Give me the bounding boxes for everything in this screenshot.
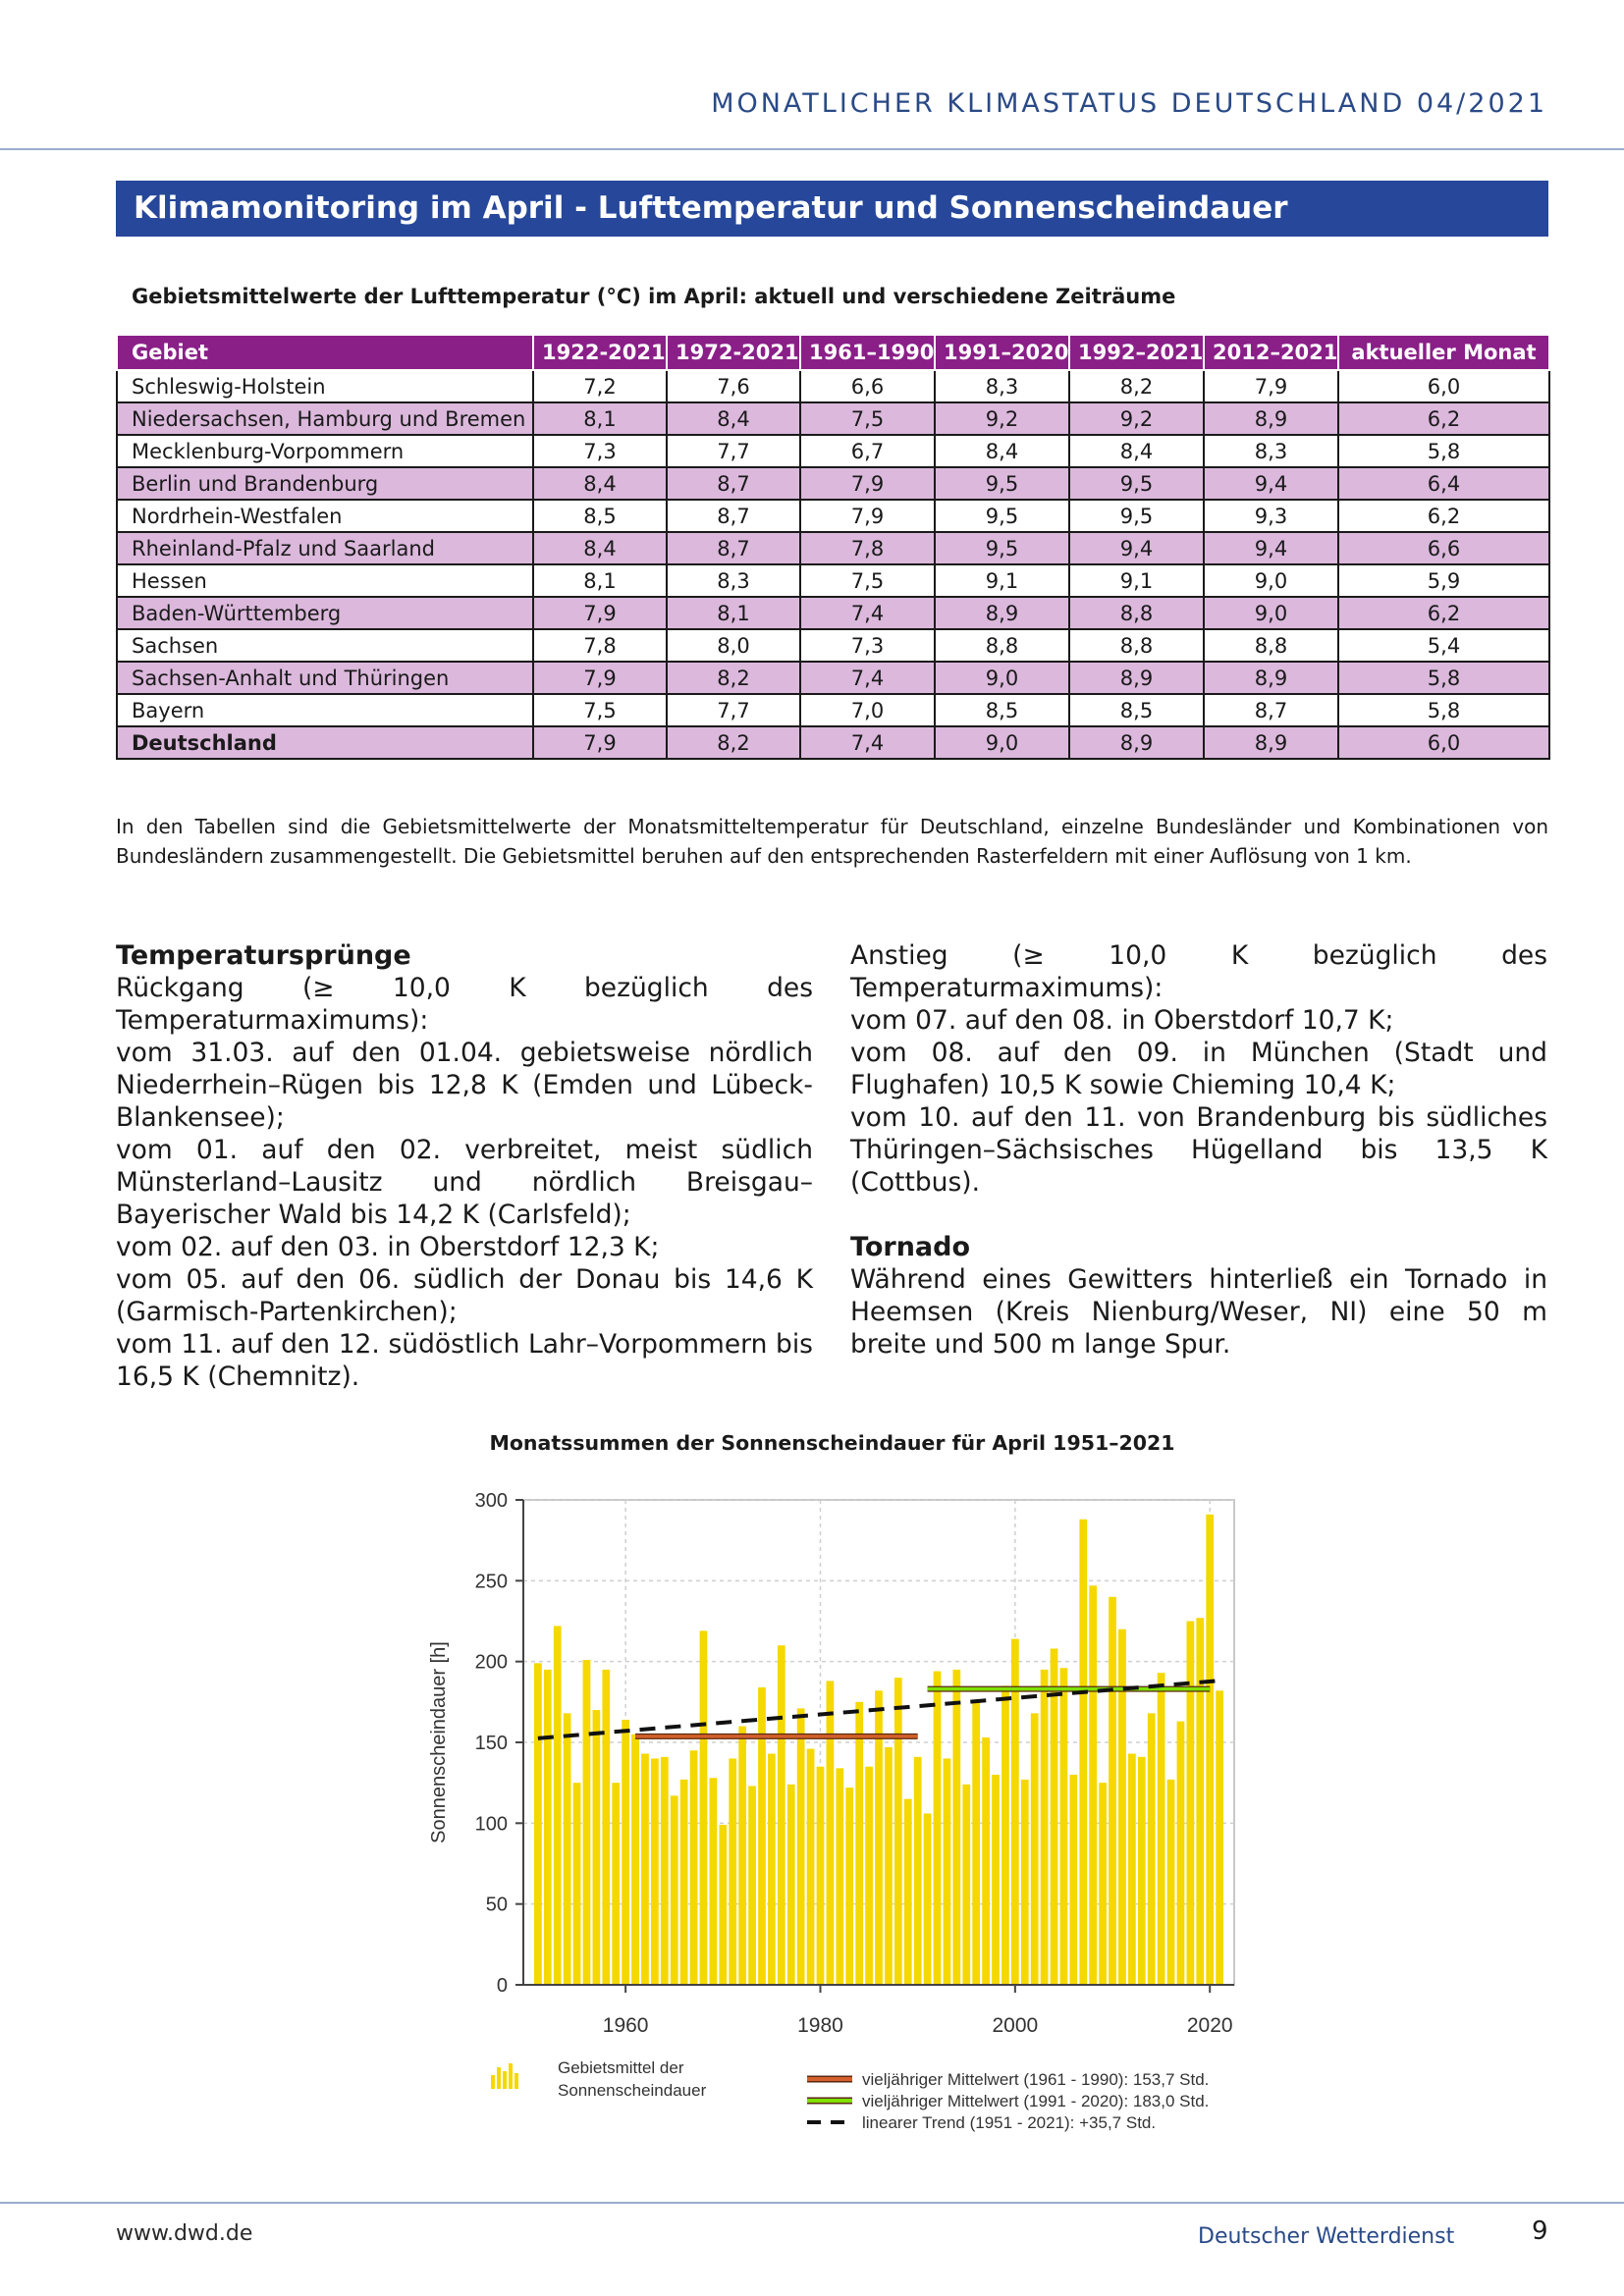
region-cell: Rheinland-Pfalz und Saarland (117, 532, 533, 564)
bar (661, 1757, 669, 1985)
paragraph-line: vom 05. auf den 06. südlich der Donau bis 14,6 K (Garmisch-Partenkirchen); (116, 1264, 813, 1327)
value-cell: 5,8 (1338, 694, 1549, 726)
bar (827, 1681, 835, 1985)
value-cell: 6,6 (800, 370, 935, 402)
value-cell: 7,0 (800, 694, 935, 726)
value-cell: 7,3 (800, 629, 935, 662)
value-cell: 7,5 (800, 564, 935, 597)
bar (778, 1645, 785, 1985)
bar (1158, 1673, 1165, 1985)
bar (1099, 1783, 1107, 1985)
value-cell: 8,9 (1069, 662, 1204, 694)
bar (1041, 1670, 1049, 1985)
bar (729, 1758, 736, 1985)
bar (1128, 1754, 1136, 1985)
value-cell: 9,5 (935, 532, 1069, 564)
bar (807, 1749, 815, 1985)
table-row (117, 629, 1549, 662)
bar (602, 1670, 610, 1985)
value-cell: 7,4 (800, 726, 935, 759)
bar (904, 1799, 912, 1985)
column-header: 1972-2021 (667, 335, 800, 370)
temperature-table (116, 334, 1550, 760)
bar (934, 1672, 942, 1985)
bar (1138, 1757, 1146, 1985)
value-cell: 6,0 (1338, 370, 1549, 402)
header-divider (0, 148, 1624, 150)
value-cell: 7,6 (667, 370, 800, 402)
chart-title: Monatssummen der Sonnenscheindauer für April 1951–2021 (489, 1431, 1175, 1455)
value-cell: 8,4 (935, 435, 1069, 467)
bar (1079, 1520, 1087, 1985)
y-tick-label: 100 (474, 1813, 508, 1836)
bar (748, 1786, 756, 1985)
value-cell: 8,5 (935, 694, 1069, 726)
value-cell: 8,8 (935, 629, 1069, 662)
value-cell: 7,7 (667, 435, 800, 467)
x-tick-label: 2020 (1186, 2014, 1233, 2037)
column-header: 2012–2021 (1204, 335, 1338, 370)
bar (797, 1708, 805, 1985)
bar (845, 1788, 853, 1985)
value-cell: 7,8 (800, 532, 935, 564)
bar (680, 1780, 688, 1985)
bar (855, 1702, 863, 1985)
table-row (117, 662, 1549, 694)
value-cell: 6,2 (1338, 597, 1549, 629)
value-cell: 6,2 (1338, 402, 1549, 435)
region-cell: Niedersachsen, Hamburg und Bremen (117, 402, 533, 435)
value-cell: 9,1 (935, 564, 1069, 597)
value-cell: 9,4 (1204, 467, 1338, 500)
y-axis-label: Sonnenscheindauer [h] (428, 1641, 450, 1843)
right-column (850, 939, 1547, 1361)
value-cell: 8,4 (667, 402, 800, 435)
bar (1148, 1713, 1156, 1985)
value-cell: 8,9 (1204, 402, 1338, 435)
value-cell: 8,1 (533, 564, 667, 597)
value-cell: 8,7 (667, 500, 800, 532)
value-cell: 8,8 (1204, 629, 1338, 662)
bar (1031, 1713, 1039, 1985)
value-cell: 7,4 (800, 597, 935, 629)
bar (564, 1713, 571, 1985)
value-cell: 8,4 (533, 467, 667, 500)
paragraph-line: vom 11. auf den 12. südöstlich Lahr–Vorpommern bis 16,5 K (Chemnitz). (116, 1329, 813, 1392)
bar (768, 1754, 776, 1985)
value-cell: 8,9 (935, 597, 1069, 629)
bar (554, 1626, 562, 1985)
paragraph-line: vom 02. auf den 03. in Oberstdorf 12,3 K; (116, 1232, 660, 1262)
region-cell: Bayern (117, 694, 533, 726)
y-tick-label: 150 (474, 1733, 508, 1754)
table-row (117, 402, 1549, 435)
value-cell: 9,1 (1069, 564, 1204, 597)
value-cell: 7,9 (533, 662, 667, 694)
legend-bar-swatch (509, 2063, 513, 2089)
value-cell: 8,9 (1069, 726, 1204, 759)
bar (1206, 1515, 1214, 1985)
value-cell: 7,3 (533, 435, 667, 467)
bar (1051, 1648, 1058, 1985)
bar (962, 1785, 970, 1985)
bar (817, 1767, 825, 1985)
legend-line-label: linearer Trend (1951 - 2021): +35,7 Std. (862, 2113, 1157, 2132)
bar (1196, 1618, 1204, 1985)
value-cell: 8,3 (1204, 435, 1338, 467)
footer-divider (0, 2202, 1624, 2204)
value-cell: 5,8 (1338, 435, 1549, 467)
legend-bar-swatch (503, 2071, 507, 2089)
value-cell: 6,4 (1338, 467, 1549, 500)
value-cell: 8,4 (533, 532, 667, 564)
value-cell: 9,0 (935, 662, 1069, 694)
bar (1167, 1780, 1175, 1985)
table-row (117, 597, 1549, 629)
y-tick-label: 300 (474, 1490, 508, 1512)
value-cell: 8,7 (1204, 694, 1338, 726)
value-cell: 7,9 (1204, 370, 1338, 402)
y-tick-label: 250 (474, 1571, 508, 1593)
value-cell: 9,5 (935, 500, 1069, 532)
column-header: aktueller Monat (1338, 335, 1549, 370)
document-header-title: MONATLICHER KLIMASTATUS DEUTSCHLAND 04/2021 (711, 88, 1547, 119)
value-cell: 6,0 (1338, 726, 1549, 759)
region-cell: Hessen (117, 564, 533, 597)
value-cell: 5,9 (1338, 564, 1549, 597)
value-cell: 8,5 (533, 500, 667, 532)
value-cell: 8,2 (667, 726, 800, 759)
value-cell: 7,5 (533, 694, 667, 726)
bar (1109, 1597, 1116, 1985)
paragraph-line: vom 10. auf den 11. von Brandenburg bis südliches Thüringen–Sächsisches Hügelland bis 13,5 K (Cottbus). (850, 1102, 1547, 1198)
table-header-row (117, 335, 1549, 370)
x-tick-label: 1980 (797, 2014, 843, 2037)
bar (593, 1710, 601, 1985)
legend-line-label: vieljähriger Mittelwert (1991 - 2020): 183,0 Std. (862, 2092, 1210, 2110)
footer-organization: Deutscher Wetterdienst (1198, 2224, 1455, 2249)
bar (924, 1813, 932, 1985)
value-cell: 9,5 (1069, 500, 1204, 532)
sunshine-bar-chart (412, 1472, 1267, 2150)
bar (1089, 1585, 1097, 1985)
value-cell: 9,2 (935, 402, 1069, 435)
bar (641, 1754, 649, 1985)
bar (1118, 1629, 1126, 1985)
value-cell: 8,0 (667, 629, 800, 662)
value-cell: 8,1 (667, 597, 800, 629)
value-cell: 8,5 (1069, 694, 1204, 726)
bar (719, 1825, 727, 1985)
bar (1069, 1775, 1077, 1985)
value-cell: 9,0 (1204, 564, 1338, 597)
table-row (117, 500, 1549, 532)
region-cell: Deutschland (117, 726, 533, 759)
bar (972, 1702, 980, 1985)
table-row (117, 532, 1549, 564)
value-cell: 7,5 (800, 402, 935, 435)
bar (1177, 1722, 1185, 1985)
bar (573, 1783, 581, 1985)
value-cell: 8,8 (1069, 629, 1204, 662)
bar (738, 1727, 746, 1985)
bar (710, 1778, 718, 1985)
bar (982, 1737, 990, 1985)
temperatursprunge-section (116, 939, 813, 1393)
value-cell: 6,6 (1338, 532, 1549, 564)
y-tick-label: 50 (485, 1894, 508, 1916)
bar (690, 1750, 698, 1985)
value-cell: 8,1 (533, 402, 667, 435)
bar (544, 1670, 552, 1985)
value-cell: 7,4 (800, 662, 935, 694)
value-cell: 5,8 (1338, 662, 1549, 694)
table-note: In den Tabellen sind die Gebietsmittelwerte der Monatsmitteltemperatur für Deutschland, einzelne Bundesländer und Kombinationen von Bundesländern zusammengestellt. Die Gebietsmittel beruhen auf den entsprechenden Rasterfeldern mit einer Auflösung von 1 km. (116, 815, 1548, 868)
bar (944, 1758, 951, 1985)
bar (914, 1757, 922, 1985)
region-cell: Schleswig-Holstein (117, 370, 533, 402)
region-cell: Sachsen (117, 629, 533, 662)
value-cell: 9,4 (1204, 532, 1338, 564)
value-cell: 7,7 (667, 694, 800, 726)
value-cell: 7,9 (533, 726, 667, 759)
x-tick-label: 1960 (602, 2014, 649, 2037)
value-cell: 7,9 (533, 597, 667, 629)
section-title-banner: Klimamonitoring im April - Lufttemperatur und Sonnenscheindauer (116, 181, 1548, 237)
value-cell: 8,9 (1204, 662, 1338, 694)
table-row (117, 370, 1549, 402)
bar (700, 1630, 708, 1985)
footer-url[interactable]: www.dwd.de (116, 2221, 253, 2246)
value-cell: 8,2 (1069, 370, 1204, 402)
value-cell: 7,8 (533, 629, 667, 662)
legend-bar-swatch (514, 2073, 518, 2089)
value-cell: 9,0 (935, 726, 1069, 759)
legend-bar-swatch (497, 2067, 501, 2089)
table-caption: Gebietsmittelwerte der Lufttemperatur (°C) im April: aktuell und verschiedene Zeiträume (132, 285, 1176, 308)
tornado-heading: Tornado (850, 1232, 971, 1262)
value-cell: 9,5 (935, 467, 1069, 500)
region-cell: Nordrhein-Westfalen (117, 500, 533, 532)
paragraph-line: Anstieg (≥ 10,0 K bezüglich des Temperaturmaximums): (850, 940, 1547, 1003)
paragraph-line: vom 07. auf den 08. in Oberstdorf 10,7 K; (850, 1005, 1394, 1036)
tornado-text: Während eines Gewitters hinterließ ein Tornado in Heemsen (Kreis Nienburg/Weser, NI) eine 50 m breite und 500 m lange Spur. (850, 1264, 1547, 1360)
column-header: 1961–1990 (800, 335, 935, 370)
legend-bars-label: Gebietsmittel der (558, 2058, 684, 2077)
y-tick-label: 0 (496, 1975, 508, 1997)
bar (622, 1720, 629, 1985)
bar (836, 1768, 843, 1985)
column-header: 1992–2021 (1069, 335, 1204, 370)
bar (952, 1670, 960, 1985)
value-cell: 8,7 (667, 532, 800, 564)
value-cell: 7,2 (533, 370, 667, 402)
bar (865, 1767, 873, 1985)
column-header: Gebiet (117, 335, 533, 370)
bar (651, 1758, 659, 1985)
value-cell: 8,9 (1204, 726, 1338, 759)
table-row (117, 467, 1549, 500)
table-row (117, 726, 1549, 759)
legend-bars-label: Sonnenscheindauer (558, 2081, 707, 2100)
page-number: 9 (1532, 2216, 1548, 2246)
value-cell: 5,4 (1338, 629, 1549, 662)
value-cell: 8,3 (935, 370, 1069, 402)
bar (534, 1663, 542, 1985)
bar (885, 1747, 893, 1985)
paragraph-line: vom 01. auf den 02. verbreitet, meist südlich Münsterland–Lausitz und nördlich Breisgau–Bayerischer Wald bis 14,2 K (Carlsfeld); (116, 1135, 813, 1230)
value-cell: 8,4 (1069, 435, 1204, 467)
bar (758, 1687, 766, 1985)
bar (671, 1795, 678, 1985)
x-tick-label: 2000 (992, 2014, 1039, 2037)
bar (1060, 1668, 1068, 1985)
y-tick-label: 200 (474, 1651, 508, 1674)
temperatursprunge-heading: Temperatursprünge (116, 940, 411, 971)
value-cell: 6,7 (800, 435, 935, 467)
value-cell: 9,4 (1069, 532, 1204, 564)
table-row (117, 564, 1549, 597)
legend-bar-swatch (491, 2075, 495, 2089)
bar (992, 1775, 1000, 1985)
value-cell: 8,8 (1069, 597, 1204, 629)
bar (1001, 1685, 1009, 1985)
value-cell: 7,9 (800, 467, 935, 500)
region-cell: Baden-Württemberg (117, 597, 533, 629)
paragraph-line: Rückgang (≥ 10,0 K bezüglich des Temperaturmaximums): (116, 973, 813, 1036)
legend-line-label: vieljähriger Mittelwert (1961 - 1990): 153,7 Std. (862, 2070, 1210, 2089)
value-cell: 6,2 (1338, 500, 1549, 532)
table-row (117, 435, 1549, 467)
value-cell: 8,7 (667, 467, 800, 500)
bar (1216, 1690, 1223, 1985)
bar (894, 1678, 902, 1985)
bar (1021, 1780, 1029, 1985)
column-header: 1991–2020 (935, 335, 1069, 370)
bar (612, 1783, 620, 1985)
value-cell: 9,0 (1204, 597, 1338, 629)
column-header: 1922-2021 (533, 335, 667, 370)
bar (631, 1735, 639, 1985)
bar (583, 1660, 591, 1985)
paragraph-line: vom 08. auf den 09. in München (Stadt und Flughafen) 10,5 K sowie Chieming 10,4 K; (850, 1038, 1547, 1100)
region-cell: Sachsen-Anhalt und Thüringen (117, 662, 533, 694)
value-cell: 8,3 (667, 564, 800, 597)
value-cell: 8,2 (667, 662, 800, 694)
bar (787, 1785, 795, 1985)
bar (1187, 1622, 1195, 1986)
table-row (117, 694, 1549, 726)
value-cell: 9,5 (1069, 467, 1204, 500)
region-cell: Berlin und Brandenburg (117, 467, 533, 500)
value-cell: 9,2 (1069, 402, 1204, 435)
value-cell: 7,9 (800, 500, 935, 532)
region-cell: Mecklenburg-Vorpommern (117, 435, 533, 467)
value-cell: 9,3 (1204, 500, 1338, 532)
paragraph-line: vom 31.03. auf den 01.04. gebietsweise nördlich Niederrhein–Rügen bis 12,8 K (Emden und Lübeck-Blankensee); (116, 1038, 813, 1133)
